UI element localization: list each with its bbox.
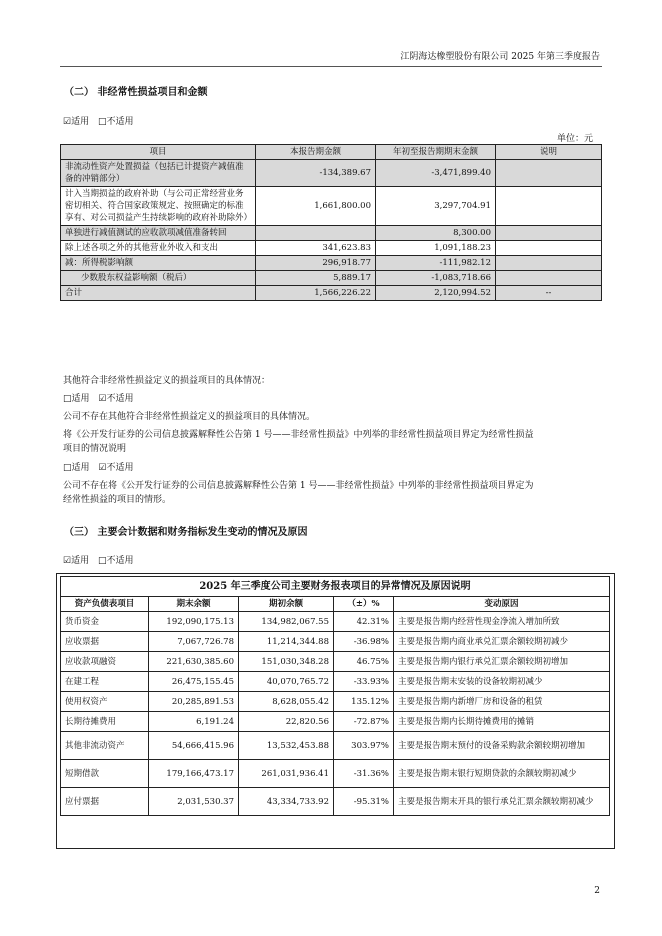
unchecked-checkbox-icon: □ [97, 117, 107, 127]
section2-applicability [63, 114, 134, 127]
section3-applicability [63, 553, 134, 566]
row-change-pct: -95.31% [334, 788, 394, 816]
checked-checkbox-icon: ☑ [63, 556, 72, 566]
table-title: 2025 年三季度公司主要财务报表项目的异常情况及原因说明 [61, 577, 610, 597]
row-current: 5,889.17 [256, 271, 376, 286]
row-note [496, 226, 602, 241]
section2-title: （二） 非经常性损益项目和金额 [64, 87, 208, 98]
col-header-end-balance: 期末余额 [149, 597, 239, 612]
row-end-balance: 6,191.24 [149, 712, 239, 732]
table-row [61, 612, 610, 632]
row-begin-balance: 134,982,067.55 [239, 612, 334, 632]
unchecked-checkbox-icon: □ [97, 556, 107, 566]
row-end-balance: 2,031,530.37 [149, 788, 239, 816]
row-reason: 主要是报告期末开具的银行承兑汇票余额较期初减少 [394, 788, 610, 816]
not-applicable-label: 不适用 [106, 394, 134, 404]
not-applicable-label: 不适用 [106, 117, 134, 127]
row-change-pct: -36.98% [334, 632, 394, 652]
row-note [496, 241, 602, 256]
no-reclassification-line2: 经常性损益的项目的情形。 [63, 495, 172, 505]
col-header-item: 资产负债表项目 [61, 597, 149, 612]
row-end-balance: 179,166,473.17 [149, 760, 239, 788]
row-reason: 主要是报告期内经营性现金净流入增加所致 [394, 612, 610, 632]
col-header-begin-balance: 期初余额 [239, 597, 334, 612]
reclassification-paragraph-line2: 项目的情况说明 [63, 444, 127, 454]
table-row [61, 760, 610, 788]
table-row [61, 692, 610, 712]
col-header-reason: 变动原因 [394, 597, 610, 612]
row-item: 计入当期损益的政府补助（与公司正常经营业务密切相关、符合国家政策规定、按照确定的标准享有、对公司损益产生持续影响的政府补助除外） [61, 187, 256, 226]
table-row [61, 732, 610, 760]
row-item: 非流动性资产处置损益（包括已计提资产减值准备的冲销部分） [61, 160, 256, 187]
table-row [61, 652, 610, 672]
row-ytd: 1,091,188.23 [376, 241, 496, 256]
row-item: 短期借款 [61, 760, 149, 788]
row-item: 应收款项融资 [61, 652, 149, 672]
row-current: 1,566,226.22 [256, 286, 376, 301]
col-header-current: 本报告期金额 [256, 145, 376, 160]
row-note [496, 160, 602, 187]
row-end-balance: 221,630,385.60 [149, 652, 239, 672]
row-change-pct: -33.93% [334, 672, 394, 692]
row-current [256, 226, 376, 241]
row-current: 1,661,800.00 [256, 187, 376, 226]
row-item: 其他非流动资产 [61, 732, 149, 760]
row-note: -- [496, 286, 602, 301]
non-recurring-gains-table [60, 144, 602, 301]
row-begin-balance: 151,030,348.28 [239, 652, 334, 672]
other-items-paragraph: 其他符合非经常性损益定义的损益项目的具体情况： [63, 376, 271, 386]
row-item: 使用权资产 [61, 692, 149, 712]
row-change-pct: 42.31% [334, 612, 394, 632]
applicable-label: 适用 [71, 117, 90, 127]
financial-changes-table [60, 576, 610, 816]
row-current: 296,918.77 [256, 256, 376, 271]
checked-checkbox-icon: ☑ [63, 117, 72, 127]
table-header-row [61, 597, 610, 612]
row-change-pct: -72.87% [334, 712, 394, 732]
row-item: 合计 [61, 286, 256, 301]
not-applicable-label: 不适用 [106, 556, 134, 566]
report-header: 江阴海达橡塑股份有限公司 2025 年第三季度报告 [400, 52, 600, 62]
row-item: 除上述各项之外的其他营业外收入和支出 [61, 241, 256, 256]
table-row [61, 241, 602, 256]
table-row [61, 788, 610, 816]
row-item: 应付票据 [61, 788, 149, 816]
row-ytd: -111,982.12 [376, 256, 496, 271]
row-item: 在建工程 [61, 672, 149, 692]
row-note [496, 187, 602, 226]
unchecked-checkbox-icon: □ [63, 463, 72, 473]
row-reason: 主要是报告期内商业承兑汇票余额较期初减少 [394, 632, 610, 652]
row-begin-balance: 43,334,733.92 [239, 788, 334, 816]
row-begin-balance: 11,214,344.88 [239, 632, 334, 652]
row-note [496, 271, 602, 286]
row-end-balance: 20,285,891.53 [149, 692, 239, 712]
no-other-items-statement: 公司不存在其他符合非经常性损益定义的损益项目的具体情况。 [63, 412, 316, 422]
checked-checkbox-icon: ☑ [98, 463, 107, 473]
table-row [61, 187, 602, 226]
table-row [61, 632, 610, 652]
row-reason: 主要是报告期末预付的设备采购款余额较期初增加 [394, 732, 610, 760]
row-note [496, 256, 602, 271]
table-row [61, 160, 602, 187]
row-item: 减：所得税影响额 [61, 256, 256, 271]
row-end-balance: 192,090,175.13 [149, 612, 239, 632]
row-current: -134,389.67 [256, 160, 376, 187]
no-reclassification-line1: 公司不存在将《公开发行证券的公司信息披露解释性公告第 1 号——非经常性损益》中列举的非经常性损益项目界定为 [63, 481, 534, 491]
row-change-pct: 46.75% [334, 652, 394, 672]
row-end-balance: 54,666,415.96 [149, 732, 239, 760]
row-change-pct: 135.12% [334, 692, 394, 712]
row-change-pct: 303.97% [334, 732, 394, 760]
table-row [61, 271, 602, 286]
row-reason: 主要是报告期内长期待摊费用的摊销 [394, 712, 610, 732]
row-end-balance: 7,067,726.78 [149, 632, 239, 652]
row-ytd: 3,297,704.91 [376, 187, 496, 226]
checked-checkbox-icon: ☑ [98, 394, 107, 404]
section3-title: （三） 主要会计数据和财务指标发生变动的情况及原因 [64, 527, 308, 538]
col-header-ytd: 年初至报告期期末金额 [376, 145, 496, 160]
table-row [61, 712, 610, 732]
row-ytd: -3,471,899.40 [376, 160, 496, 187]
row-begin-balance: 261,031,936.41 [239, 760, 334, 788]
table-header-row [61, 145, 602, 160]
unit-label: 单位：元 [556, 134, 593, 144]
table-row [61, 226, 602, 241]
row-begin-balance: 22,820.56 [239, 712, 334, 732]
table-row-total [61, 286, 602, 301]
row-item: 单独进行减值测试的应收款项减值准备转回 [61, 226, 256, 241]
row-begin-balance: 40,070,765.72 [239, 672, 334, 692]
row-reason: 主要是报告期末安装的设备较期初减少 [394, 672, 610, 692]
header-divider [60, 66, 602, 67]
row-ytd: 8,300.00 [376, 226, 496, 241]
row-begin-balance: 8,628,055.42 [239, 692, 334, 712]
applicable-label: 适用 [71, 463, 90, 473]
col-header-item: 项目 [61, 145, 256, 160]
row-item: 少数股东权益影响额（税后） [61, 271, 256, 286]
page-number: 2 [594, 886, 600, 896]
col-header-note: 说明 [496, 145, 602, 160]
row-item: 应收票据 [61, 632, 149, 652]
table-title-row [61, 577, 610, 597]
row-current: 341,623.83 [256, 241, 376, 256]
reclassification-applicability [63, 460, 134, 473]
reclassification-paragraph-line1: 将《公开发行证券的公司信息披露解释性公告第 1 号——非经常性损益》中列举的非经常性损益项目界定为经常性损益 [63, 430, 534, 440]
row-end-balance: 26,475,155.45 [149, 672, 239, 692]
col-header-change-pct: （±）% [334, 597, 394, 612]
row-begin-balance: 13,532,453.88 [239, 732, 334, 760]
applicable-label: 适用 [71, 394, 90, 404]
row-ytd: 2,120,994.52 [376, 286, 496, 301]
row-reason: 主要是报告期内新增厂房和设备的租赁 [394, 692, 610, 712]
table-row [61, 672, 610, 692]
table-row [61, 256, 602, 271]
row-item: 货币资金 [61, 612, 149, 632]
not-applicable-label: 不适用 [106, 463, 134, 473]
row-item: 长期待摊费用 [61, 712, 149, 732]
row-ytd: -1,083,718.66 [376, 271, 496, 286]
applicable-label: 适用 [71, 556, 90, 566]
row-change-pct: -31.36% [334, 760, 394, 788]
row-reason: 主要是报告期末银行短期贷款的余额较期初减少 [394, 760, 610, 788]
unchecked-checkbox-icon: □ [63, 394, 72, 404]
row-reason: 主要是报告期内银行承兑汇票余额较期初增加 [394, 652, 610, 672]
other-items-applicability [63, 391, 134, 404]
